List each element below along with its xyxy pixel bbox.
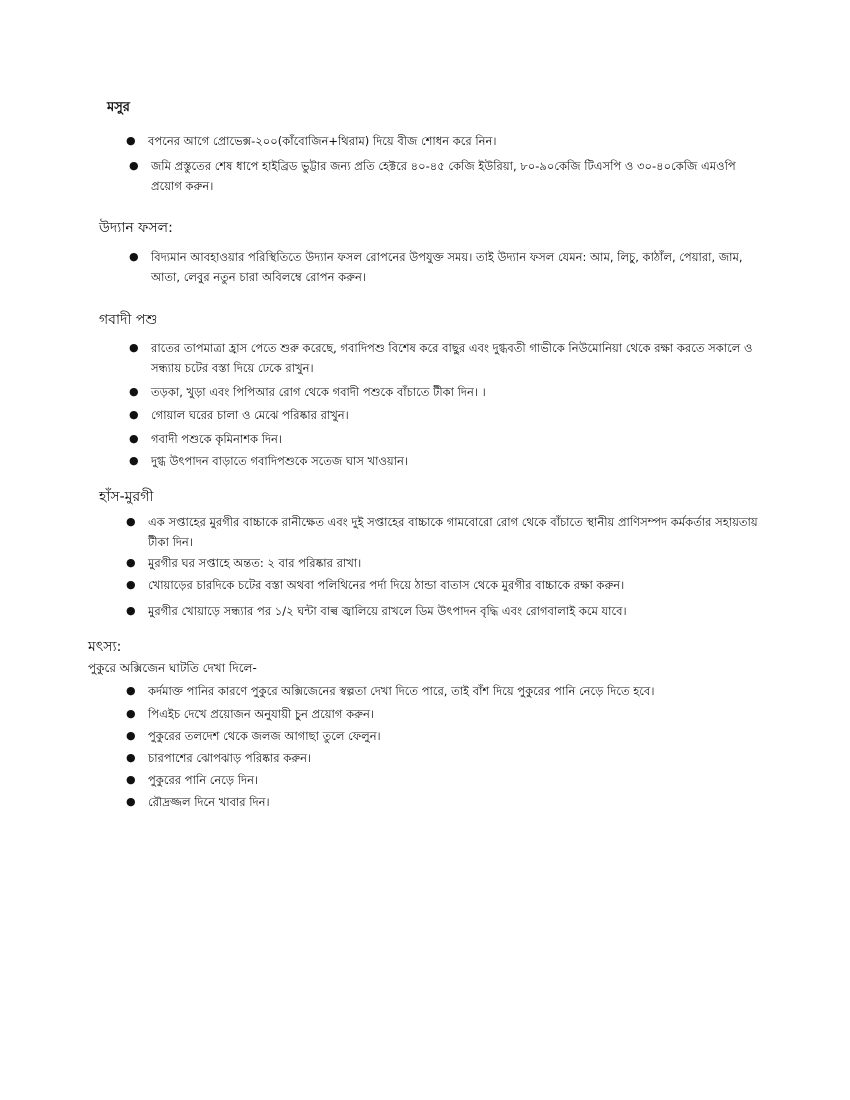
bullet-icon: ● xyxy=(129,341,139,354)
list-item: ● দুগ্ধ উৎপাদন বাড়াতে গবাদিপশুকে সতেজ ঘাস খাওয়ান। xyxy=(151,451,761,471)
list-item: ● বপনের আগে প্রোভেক্স-২০০(কাঁবোজিন+থিরাম) দিয়ে বীজ শোধন করে নিন। xyxy=(148,131,768,151)
bullet-icon: ● xyxy=(126,515,136,528)
list-item: ● মুরগীর ঘর সপ্তাহে অন্তত: ২ বার পরিষ্কার রাখা। xyxy=(148,553,763,573)
bullet-icon: ● xyxy=(126,604,136,617)
bullet-icon: ● xyxy=(129,159,139,172)
bullet-icon: ● xyxy=(129,454,139,467)
bullet-icon: ● xyxy=(129,385,139,398)
section-heading-fisheries: মৎস্য: xyxy=(88,639,122,655)
bullet-icon: ● xyxy=(129,250,139,263)
section-heading-poultry: হাঁস-মুরগী xyxy=(99,489,154,505)
list-item: ● তড়কা, খুড়া এবং পিপিআর রোগ থেকে গবাদী পশুকে বাঁচাতে টীকা দিন। । xyxy=(151,382,761,402)
bullet-icon: ● xyxy=(126,751,136,764)
bullet-icon: ● xyxy=(126,729,136,742)
list-item: ● মুরগীর খোয়াড়ে সন্ধ্যার পর ১/২ ঘন্টা বাল্ব জ্বালিয়ে রাখলে ডিম উৎপাদন বৃদ্ধি এবং রোগবালাই কমে যাবে। xyxy=(148,601,763,621)
list-item: ● এক সপ্তাহের মুরগীর বাচ্চাকে রানীক্ষেত এবং দুই সপ্তাহের বাচ্চাকে গামবোরো রোগ থেকে বাঁচাতে স্থানীয় প্রাণিসম্পদ কর্মকর্তার সহায়তায় টীকা দিন। xyxy=(148,512,763,552)
list-item: ● চারপাশের ঝোপঝাড় পরিষ্কার করুন। xyxy=(148,748,763,768)
fisheries-intro: পুকুরে অক্সিজেন ঘাটতি দেখা দিলে- xyxy=(88,661,257,675)
bullet-icon: ● xyxy=(129,408,139,421)
list-item: ● পুকুরের তলদেশ থেকে জলজ আগাছা তুলে ফেলুন। xyxy=(148,726,763,746)
list-item: ● পিএইচ দেখে প্রয়োজন অনুযায়ী চুন প্রয়োগ করুন। xyxy=(148,704,763,724)
bullet-icon: ● xyxy=(129,432,139,445)
bullet-icon: ● xyxy=(126,707,136,720)
bullet-icon: ● xyxy=(126,134,136,147)
bullet-icon: ● xyxy=(126,578,136,591)
list-item: ● পুকুরের পানি নেড়ে দিন। xyxy=(148,770,763,790)
list-item: ● রাতের তাপমাত্রা হ্রাস পেতে শুরু করেছে, গবাদিপশু বিশেষ করে বাছুর এবং দুগ্ধবতী গাভীকে নিউমোনিয়া থেকে রক্ষা করতে সকালে ও সন্ধ্যায় চটের বস্তা দিয়ে ঢেকে রাখুন। xyxy=(151,338,761,378)
section-heading-livestock: গবাদী পশু xyxy=(99,312,158,328)
section-heading-horticulture: উদ্যান ফসল: xyxy=(99,220,173,236)
section-heading-lentil: মসুর xyxy=(107,100,130,115)
list-item: ● কর্দমাক্ত পানির কারণে পুকুরে অক্সিজেনের স্বল্পতা দেখা দিতে পারে, তাই বাঁশ দিয়ে পুকুরের পানি নেড়ে দিতে হবে। xyxy=(148,681,763,701)
list-item: ● খোয়াড়ের চারদিকে চটের বস্তা অথবা পলিথিনের পর্দা দিয়ে ঠান্ডা বাতাস থেকে মুরগীর বাচ্চাকে রক্ষা করুন। xyxy=(148,575,763,595)
list-item: ● জমি প্রস্তুতের শেষ ধাপে হাইব্রিড ভুট্টার জন্য প্রতি হেক্টরে ৪০-৪৫ কেজি ইউরিয়া, ৮০-৯০কেজি টিএসপি ও ৩০-৪০কেজি এমওপি প্রয়োগ করুন। xyxy=(151,156,761,196)
list-item: ● বিদ্যমান আবহাওয়ার পরিস্থিতিতে উদ্যান ফসল রোপনের উপযুক্ত সময়। তাই উদ্যান ফসল যেমন: আম, লিচু, কাঠাঁল, পেয়ারা, জাম, আতা, লেবুর নতুন চারা অবিলম্বে রোপন করুন। xyxy=(151,247,761,287)
bullet-icon: ● xyxy=(126,773,136,786)
bullet-icon: ● xyxy=(126,795,136,808)
list-item: ● রৌদ্রজ্জল দিনে খাবার দিন। xyxy=(148,792,763,812)
list-item: ● গবাদী পশুকে কৃমিনাশক দিন। xyxy=(151,429,761,449)
bullet-icon: ● xyxy=(126,556,136,569)
list-item: ● গোয়াল ঘরের চালা ও মেঝে পরিষ্কার রাখুন। xyxy=(151,405,761,425)
bullet-icon: ● xyxy=(126,684,136,697)
